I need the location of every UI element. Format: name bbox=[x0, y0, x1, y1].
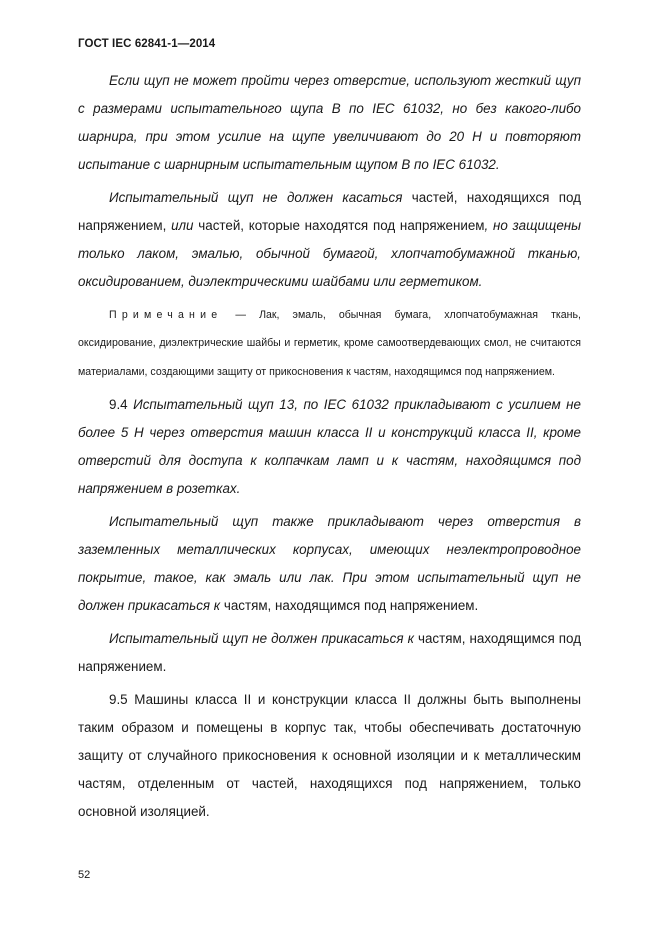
clause-9-4-text: Испытательный щуп 13, по IEC 61032 прикладывают с усилием не более 5 Н через отверстия машин класса II и конструкций класса II, кроме отверстий для доступа к колпачкам ламп и к частям, находящимся под напряжением в розетках. bbox=[78, 396, 581, 496]
p2-normal-2: частей, которые находятся под напряжением bbox=[193, 218, 485, 233]
paragraph-rigid-probe-text: Если щуп не может пройти через отверстие, используют жесткий щуп с размерами испытательного щупа B по IEC 61032, но без какого-либо шарнира, при этом усилие на щупе увеличивают до 20 Н и повторяют испытание с шарнирным испытательным щупом B по IEC 61032. bbox=[78, 73, 581, 172]
note-text: — Лак, эмаль, обычная бумага, хлопчатобумажная ткань, оксидирование, диэлектрические шайбы и герметик, кроме самоотвердевающих смол, не считаются материалами, создающими защиту от прикосновения к частям, находящимся под напряжением. bbox=[78, 309, 581, 378]
paragraph-rigid-probe bbox=[78, 67, 581, 179]
page-content bbox=[78, 67, 581, 831]
p5-normal: частям, находящимся под напряжением. bbox=[78, 630, 582, 674]
p2-italic-2: или bbox=[171, 218, 194, 233]
p4-normal: частям, находящимся под напряжением. bbox=[220, 597, 479, 613]
p4-italic: Испытательный щуп также прикладывают через отверстия в заземленных металлических корпусах, имеющих неэлектропроводное покрытие, такое, как эмаль или лак. При этом испытательный щуп не должен прикасаться к bbox=[78, 513, 581, 613]
paragraph-grounded-enclosures bbox=[78, 508, 581, 620]
note-paragraph bbox=[78, 301, 581, 386]
clause-9-4-number: 9.4 bbox=[109, 396, 134, 412]
p2-normal-1: частей, находящихся под напряжением, bbox=[78, 190, 581, 233]
page-number: 52 bbox=[78, 869, 91, 881]
p5-italic: Испытательный щуп не должен прикасаться к bbox=[109, 630, 414, 646]
paragraph-9-5: 9.5 Машины класса II и конструкции класса II должны быть выполнены таким образом и помещены в корпус так, чтобы обеспечивать достаточную защиту от случайного прикосновения к основной изоляции и к металлическим частям, отделенным от частей, находящихся под напряжением, только основной изоляцией. bbox=[78, 691, 581, 819]
p2-italic-3: , но защищены только лаком, эмалью, обычной бумагой, хлопчатобумажной тканью, оксидированием, диэлектрическими шайбами или герметиком. bbox=[78, 218, 581, 289]
note-label: Примечание bbox=[109, 309, 223, 321]
paragraph-probe-must-not-touch bbox=[78, 625, 581, 681]
document-header: ГОСТ IEC 62841-1—2014 bbox=[78, 38, 216, 50]
p2-italic-1: Испытательный щуп не должен касаться bbox=[109, 190, 403, 205]
paragraph-probe-live-parts bbox=[78, 184, 581, 296]
paragraph-9-4 bbox=[78, 391, 581, 503]
